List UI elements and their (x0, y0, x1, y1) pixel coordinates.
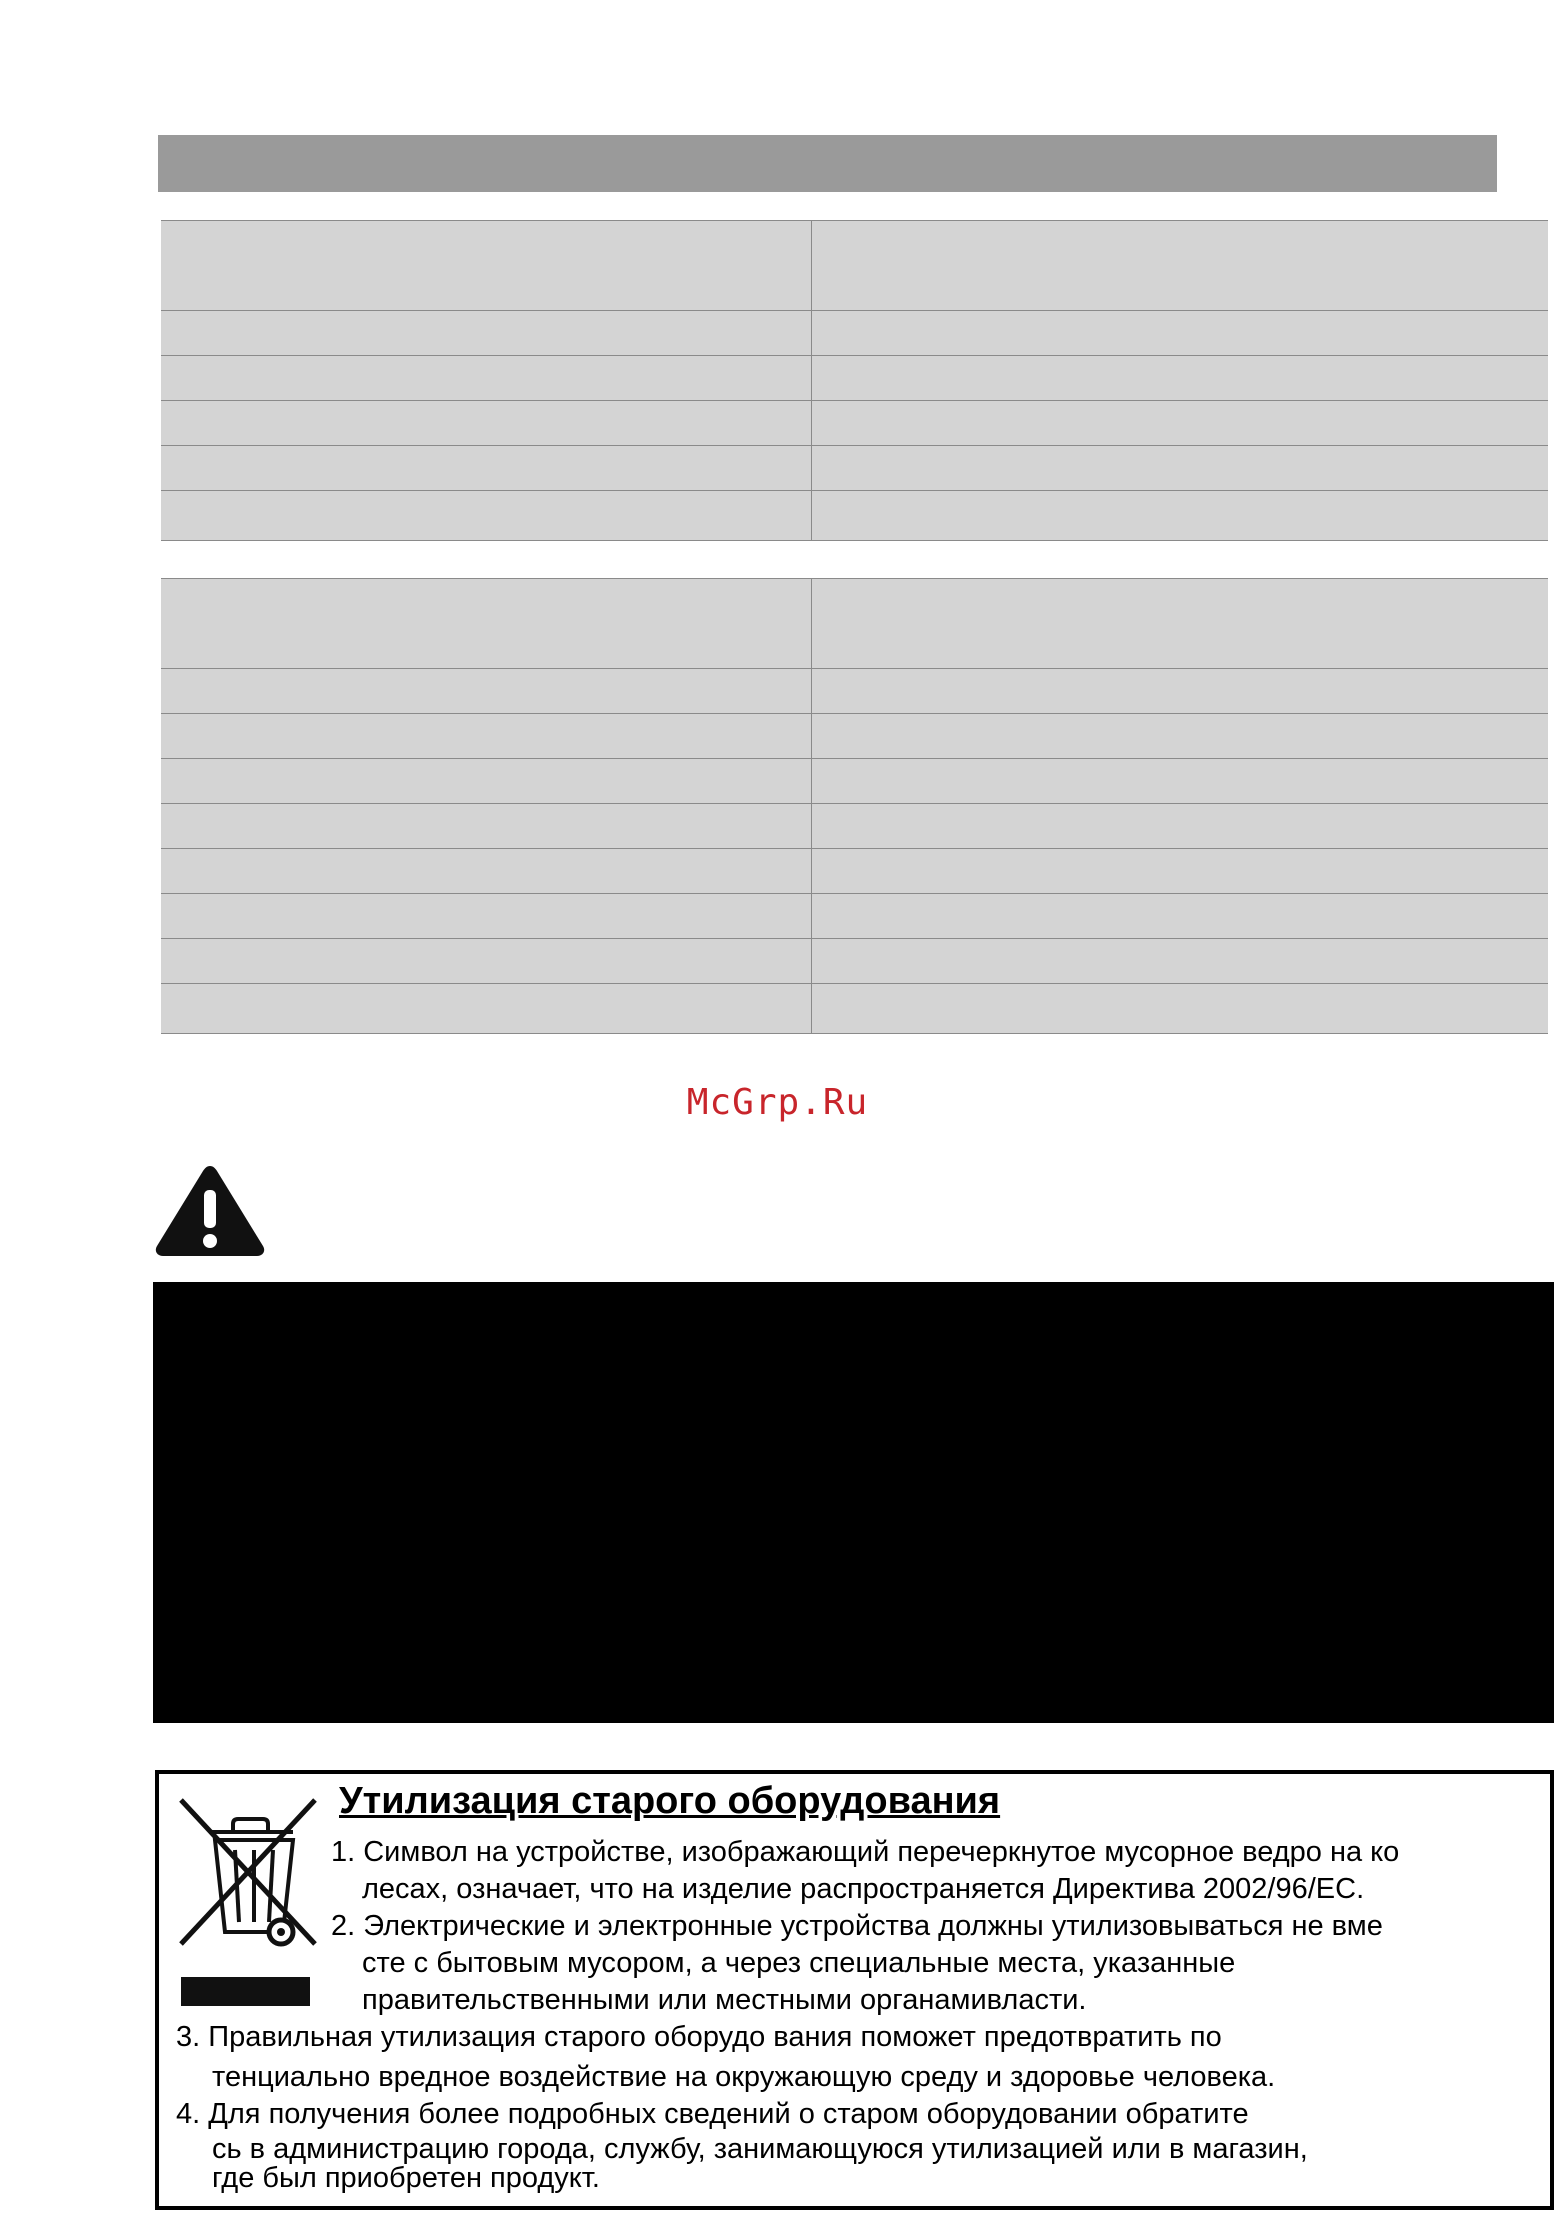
disposal-line: тенциально вредное воздействие на окружающую среду и здоровье человека. (212, 2061, 1276, 2093)
disposal-line: сте с бытовым мусором, а через специальные места, указанные (362, 1947, 1236, 1979)
table-row (161, 401, 1548, 446)
disposal-line: 1. Символ на устройстве, изображающий перечеркнутое мусорное ведро на ко (331, 1836, 1400, 1868)
table-row (161, 849, 1548, 894)
warning-triangle-icon (153, 1162, 267, 1258)
table-row (161, 356, 1548, 401)
table-row (161, 579, 1548, 669)
disposal-notice (155, 1770, 1554, 2210)
table-row (161, 221, 1548, 311)
disposal-line: 3. Правильная утилизация старого оборудо вания поможет предотвратить по (176, 2021, 1222, 2053)
spec-table-1 (161, 220, 1548, 541)
black-bar (181, 1977, 310, 2006)
section-header-bar (158, 135, 1497, 192)
redacted-panel (153, 1282, 1554, 1723)
table-row (161, 759, 1548, 804)
disposal-title: Утилизация старого оборудования (339, 1780, 1001, 1822)
disposal-line: лесах, означает, что на изделие распространяется Директива 2002/96/EC. (362, 1873, 1365, 1905)
crossed-out-wheelie-bin-icon (173, 1792, 323, 1952)
table-row (161, 804, 1548, 849)
disposal-line: где был приобретен продукт. (212, 2162, 600, 2194)
table-row (161, 311, 1548, 356)
table-row (161, 984, 1548, 1034)
table-row (161, 939, 1548, 984)
table-row (161, 491, 1548, 541)
spec-table-2 (161, 578, 1548, 1034)
table-row (161, 894, 1548, 939)
table-row (161, 714, 1548, 759)
table-row (161, 669, 1548, 714)
disposal-line: 4. Для получения более подробных сведений о старом оборудовании обратите (176, 2098, 1249, 2130)
table-row (161, 446, 1548, 491)
watermark: McGrp.Ru (686, 1082, 869, 1123)
disposal-line: правительственными или местными органамивласти. (362, 1984, 1087, 2016)
disposal-line: 2. Электрические и электронные устройства должны утилизовываться не вме (331, 1910, 1383, 1942)
disposal-line: сь в администрацию города, службу, занимающуюся утилизацией или в магазин, (212, 2133, 1308, 2165)
